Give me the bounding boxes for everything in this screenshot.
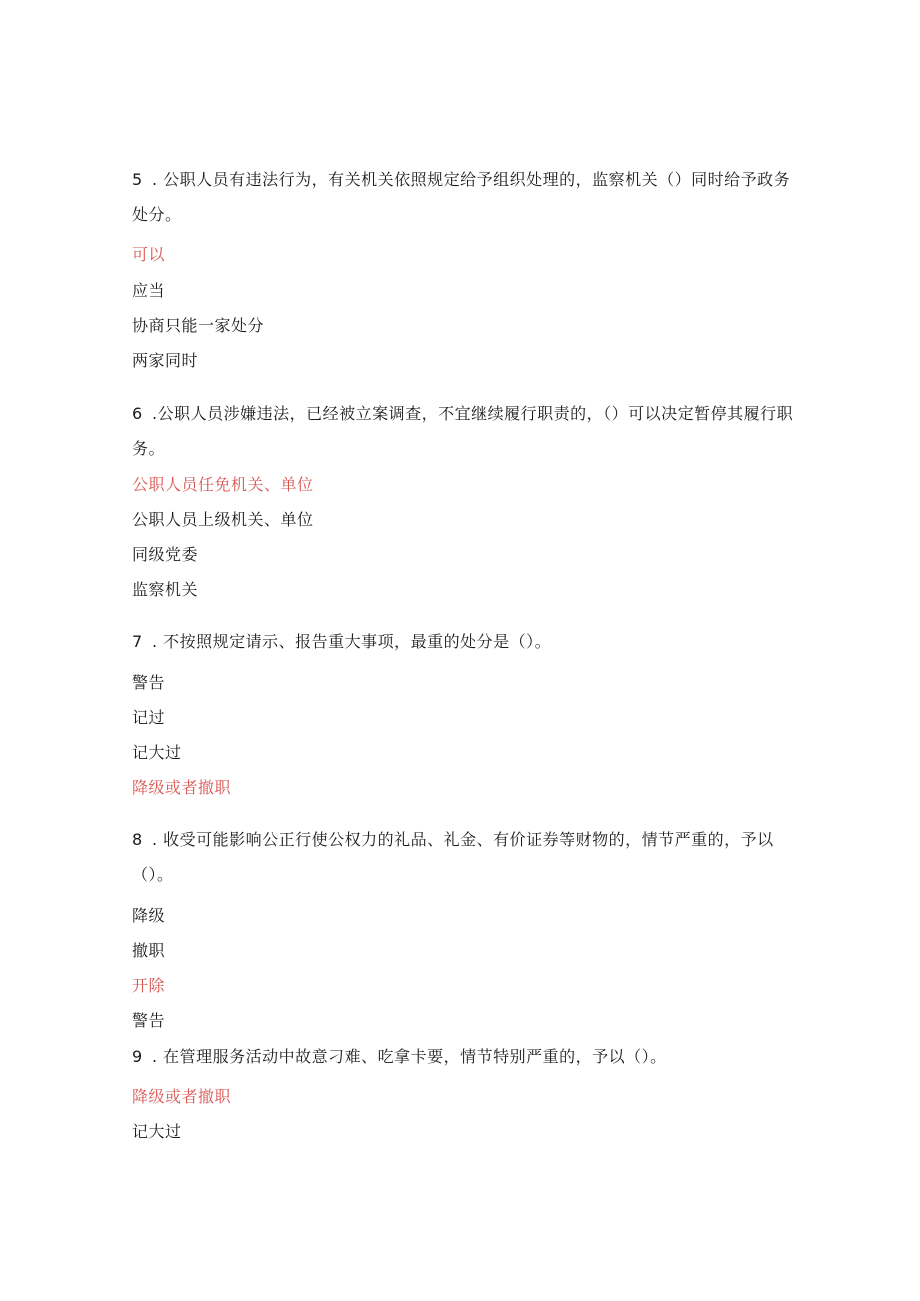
- option-7-c: 记大过: [132, 743, 182, 762]
- option-6-b: 公职人员上级机关、单位: [132, 510, 314, 529]
- option-7-a: 警告: [132, 673, 166, 692]
- option-8-a: 降级: [132, 906, 166, 925]
- option-6-d: 监察机关: [132, 580, 199, 599]
- question-number: 5: [132, 170, 143, 189]
- question-6: [132, 396, 797, 466]
- option-5-b: 应当: [132, 281, 166, 300]
- question-8: [132, 822, 797, 892]
- option-6-c: 同级党委: [132, 545, 199, 564]
- question-number: 6: [132, 404, 143, 423]
- option-9-b: 记大过: [132, 1122, 182, 1141]
- question-text: .公职人员涉嫌违法，已经被立案调查，不宜继续履行职责的，（）可以决定暂停其履行职务。: [132, 404, 794, 458]
- option-9-a: 降级或者撤职: [132, 1087, 232, 1106]
- option-5-a: 可以: [132, 245, 166, 264]
- question-number: 7: [132, 632, 143, 651]
- question-text: . 不按照规定请示、报告重大事项，最重的处分是（）。: [152, 632, 552, 651]
- question-5: [132, 162, 797, 232]
- question-number: 8: [132, 830, 143, 849]
- question-text: . 公职人员有违法行为，有关机关依照规定给予组织处理的，监察机关（）同时给予政务处分。: [132, 170, 791, 224]
- option-7-d: 降级或者撤职: [132, 778, 232, 797]
- option-5-d: 两家同时: [132, 351, 199, 370]
- question-text: . 收受可能影响公正行使公权力的礼品、礼金、有价证券等财物的，情节严重的，予以（）。: [132, 830, 774, 884]
- question-text: . 在管理服务活动中故意刁难、吃拿卡要，情节特别严重的，予以（）。: [152, 1047, 667, 1066]
- option-8-d: 警告: [132, 1011, 166, 1030]
- question-9: [132, 1039, 797, 1074]
- question-7: [132, 624, 797, 659]
- option-6-a: 公职人员任免机关、单位: [132, 475, 314, 494]
- option-8-b: 撤职: [132, 941, 166, 960]
- option-7-b: 记过: [132, 708, 166, 727]
- option-8-c: 开除: [132, 976, 166, 995]
- option-5-c: 协商只能一家处分: [132, 316, 265, 335]
- question-number: 9: [132, 1047, 143, 1066]
